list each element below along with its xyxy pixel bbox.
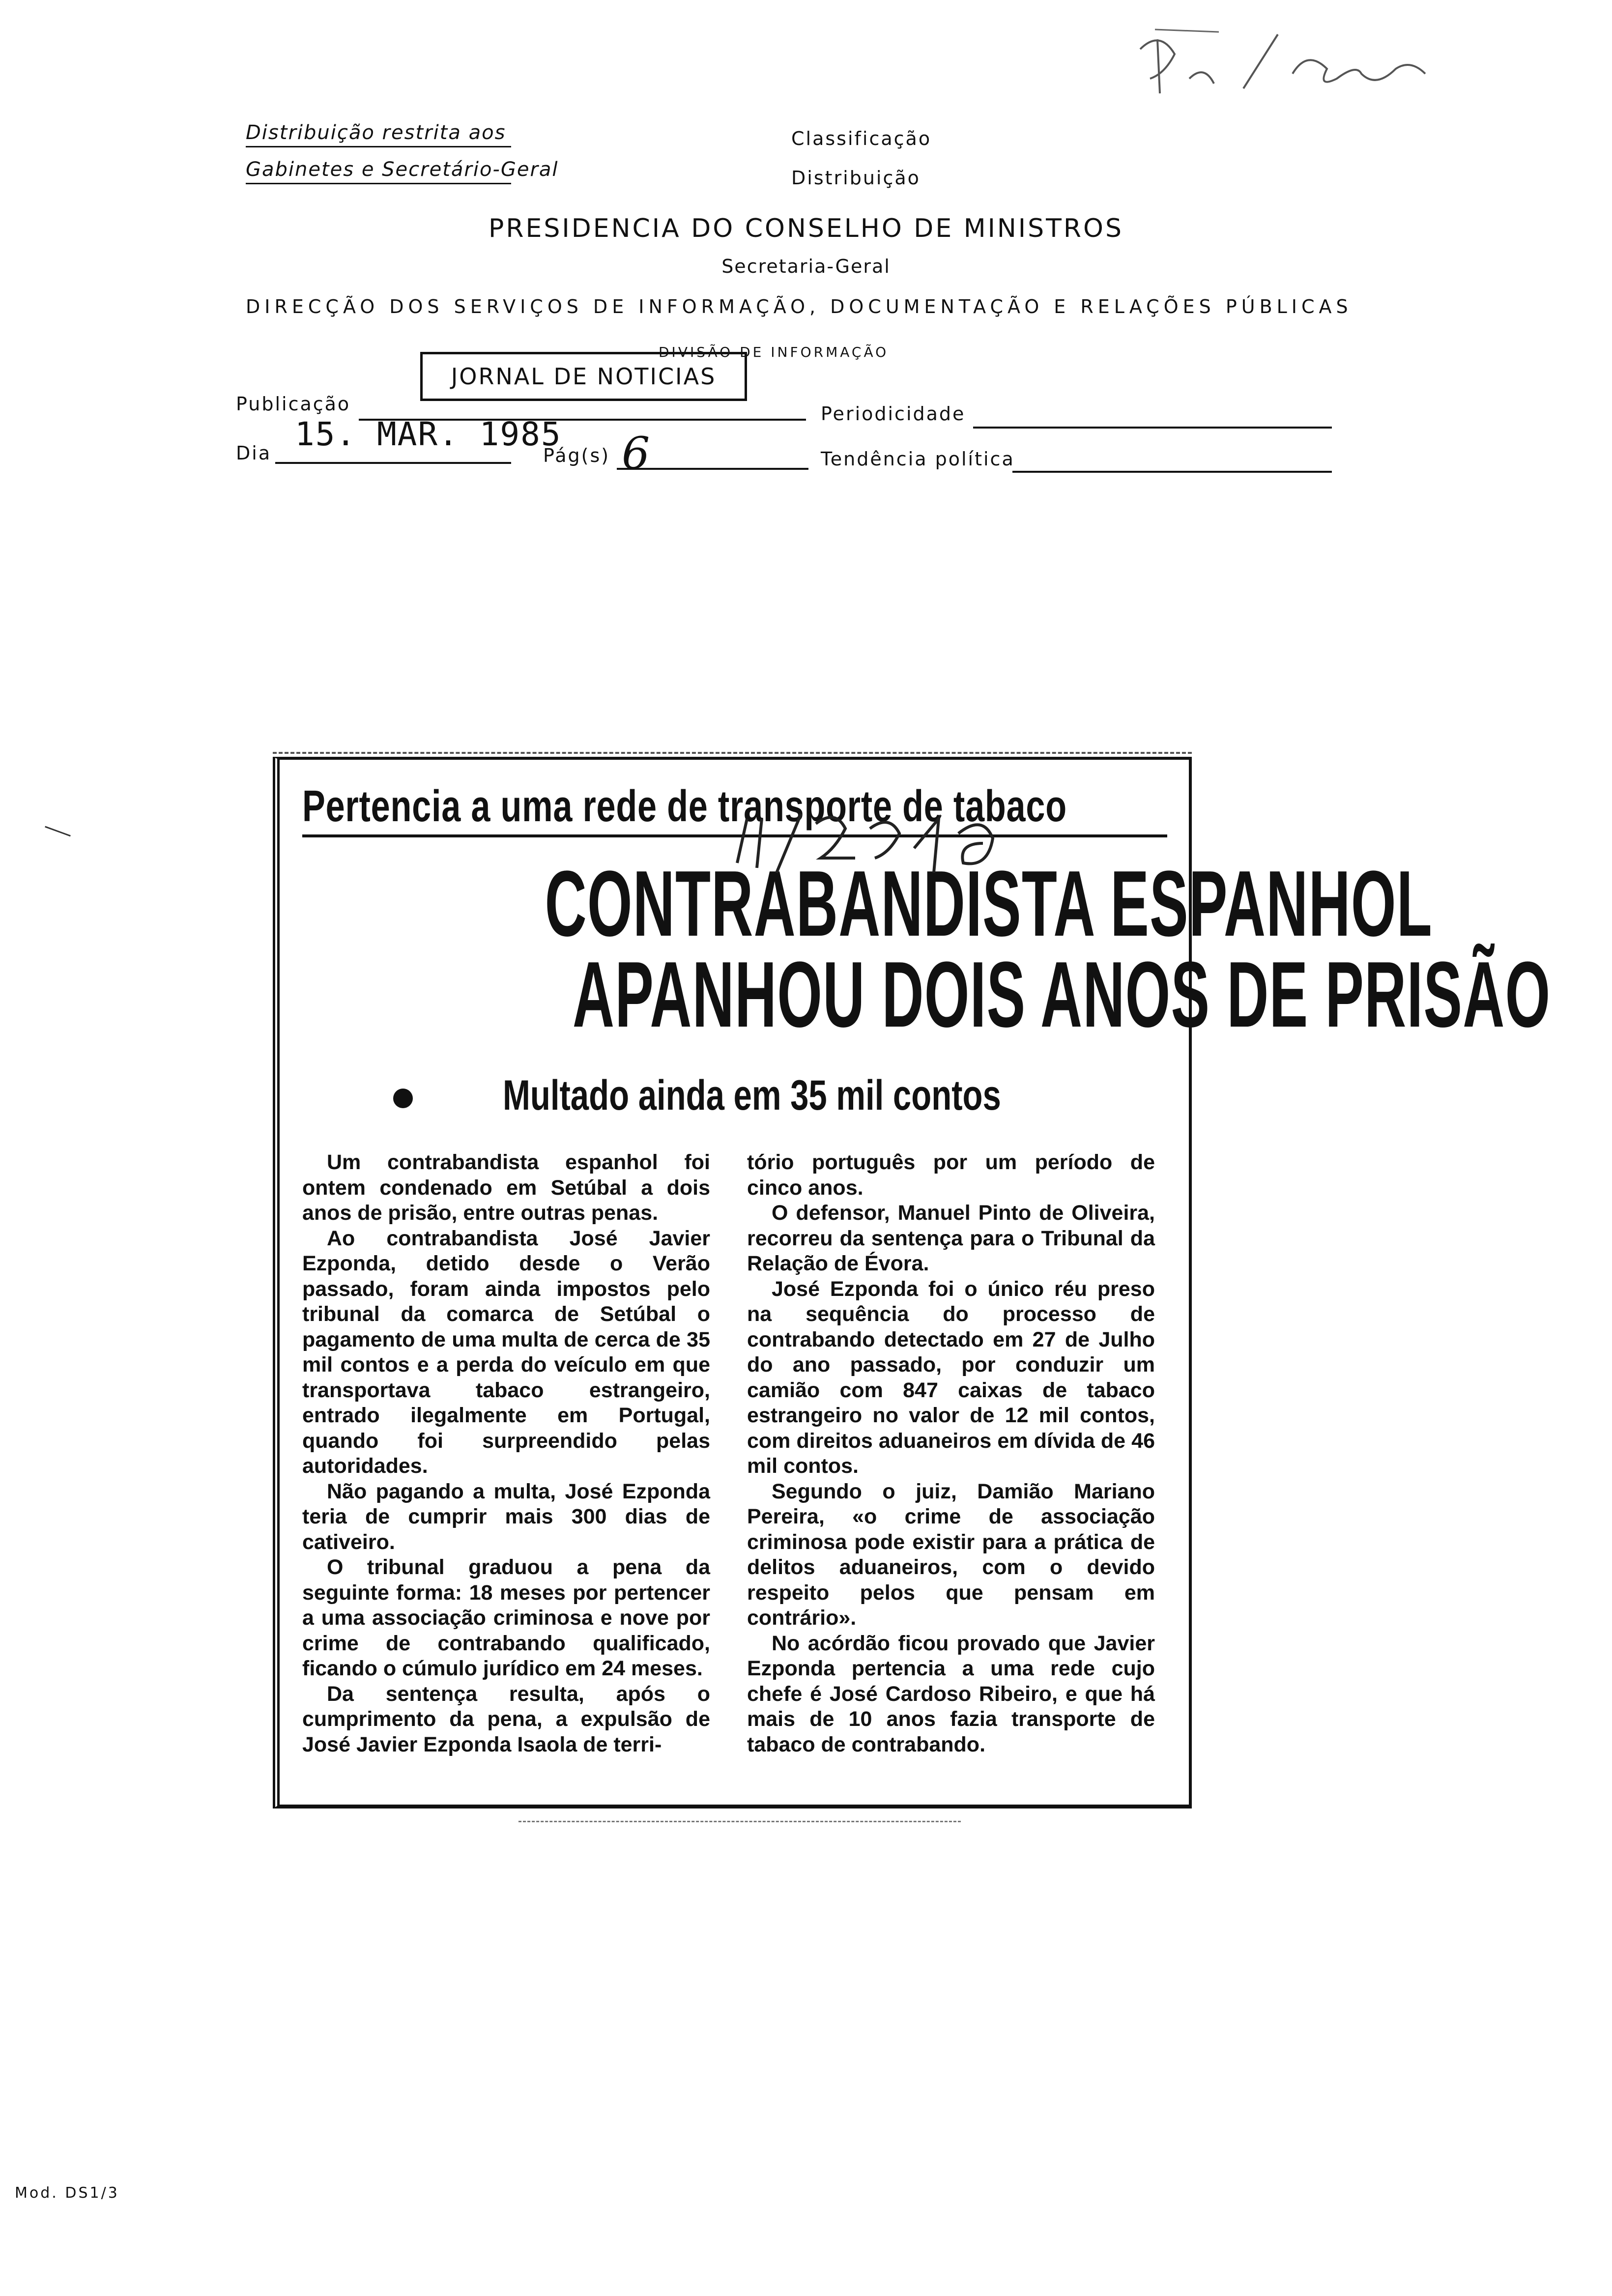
handwritten-archive-number [727,804,1032,898]
newspaper-clipping [273,752,1551,1808]
handwritten-initials [1130,20,1435,113]
divider [246,183,511,184]
distribution-label: Distribuição [791,167,921,189]
article-paragraph: O tribunal graduou a pena da seguinte forma: 18 meses por pertencer a uma associação criminosa e nove por crime de contrabando qualificado, ficando o cúmulo jurídico em 24 meses. [302,1555,710,1680]
article-kicker: Pertencia a uma rede de transporte de tabaco [302,782,1067,831]
headline-line-2: APANHOU DOIS ANOS DE PRISÃO [572,943,1551,1047]
directorate-line: DIRECÇÃO DOS SERVIÇOS DE INFORMAÇÃO, DOCUMENTAÇÃO E RELAÇÕES PÚBLICAS [246,296,1353,317]
article-paragraph: José Ezponda foi o único réu preso na sequência do processo de contrabando detectado em 27 de Julho do ano passado, por conduzir um camião com 847 caixas de tabaco estrangeiro no valor de 12 mil contos, com direitos aduaneiros em dívida de 46 mil contos. [747,1277,1155,1478]
article-paragraph: Um contrabandista espanhol foi ontem condenado em Setúbal a dois anos de prisão, entre outras penas. [302,1150,710,1225]
day-label: Dia [236,442,272,464]
political-tendency-field-line [1012,471,1332,473]
article-column-left [302,1150,710,1757]
article-paragraph: Da sentença resulta, após o cumprimento da pena, a expulsão de José Javier Ezponda Isaola de terri- [302,1682,710,1756]
article-paragraph: No acórdão ficou provado que Javier Ezponda pertencia a uma rede cujo chefe é José Cardoso Ribeiro, e que há mais de 10 anos fazia transporte de tabaco de contrabando. [747,1631,1155,1756]
pages-label: Pág(s) [543,445,610,466]
restricted-distribution-line2: Gabinetes e Secretário-Geral [246,158,559,181]
form-code: Mod. DS1/3 [15,2184,119,2202]
article-paragraph: O defensor, Manuel Pinto de Oliveira, recorreu da sentença para o Tribunal da Relação de Évora. [747,1201,1155,1275]
restricted-distribution-line1: Distribuição restrita aos [246,121,506,144]
day-value: 15. MAR. 1985 [295,415,562,453]
bullet-icon [393,1089,413,1108]
page-title: PRESIDENCIA DO CONSELHO DE MINISTROS [489,214,1123,243]
division-label: DIVISÃO DE INFORMAÇÃO [659,344,889,360]
periodicity-label: Periodicidade [821,403,966,425]
pages-field-line [617,468,808,470]
publication-label: Publicação [236,393,351,415]
classification-label: Classificação [791,128,932,149]
page-subtitle: Secretaria-Geral [721,256,891,277]
political-tendency-label: Tendência política [821,448,1015,470]
article-column-right [747,1150,1155,1757]
periodicity-field-line [973,427,1332,429]
headline-line-1: CONTRABANDISTA ESPANHOL [545,852,1433,956]
day-field-line [275,462,511,464]
publication-stamp: JORNAL DE NOTICIAS [420,352,747,401]
article-paragraph: Não pagando a multa, José Ezponda teria de cumprir mais 300 dias de cativeiro. [302,1479,710,1554]
divider [246,146,511,147]
article-paragraph: Ao contrabandista José Javier Ezponda, detido desde o Verão passado, foram ainda impostos pelo tribunal da comarca de Setúbal o pagamento de uma multa de cerca de 35 mil contos e a perda do veículo em que transportava tabaco estrangeiro, entrado ilegalmente em Portugal, quando foi surpreendido pelas autoridades. [302,1226,710,1478]
pages-value: 6 [622,428,650,479]
article-paragraph: tório português por um período de cinco anos. [747,1150,1155,1200]
article-paragraph: Segundo o juiz, Damião Mariano Pereira, «o crime de associação criminosa pode existir para a prática de delitos aduaneiros, com o devido respeito pelos que pensam em contrário». [747,1479,1155,1630]
article-deck: Multado ainda em 35 mil contos [273,1071,1192,1120]
margin-mark [45,826,71,837]
clipping-top-edge [273,752,1192,754]
clipping-bottom-edge [518,1821,961,1822]
